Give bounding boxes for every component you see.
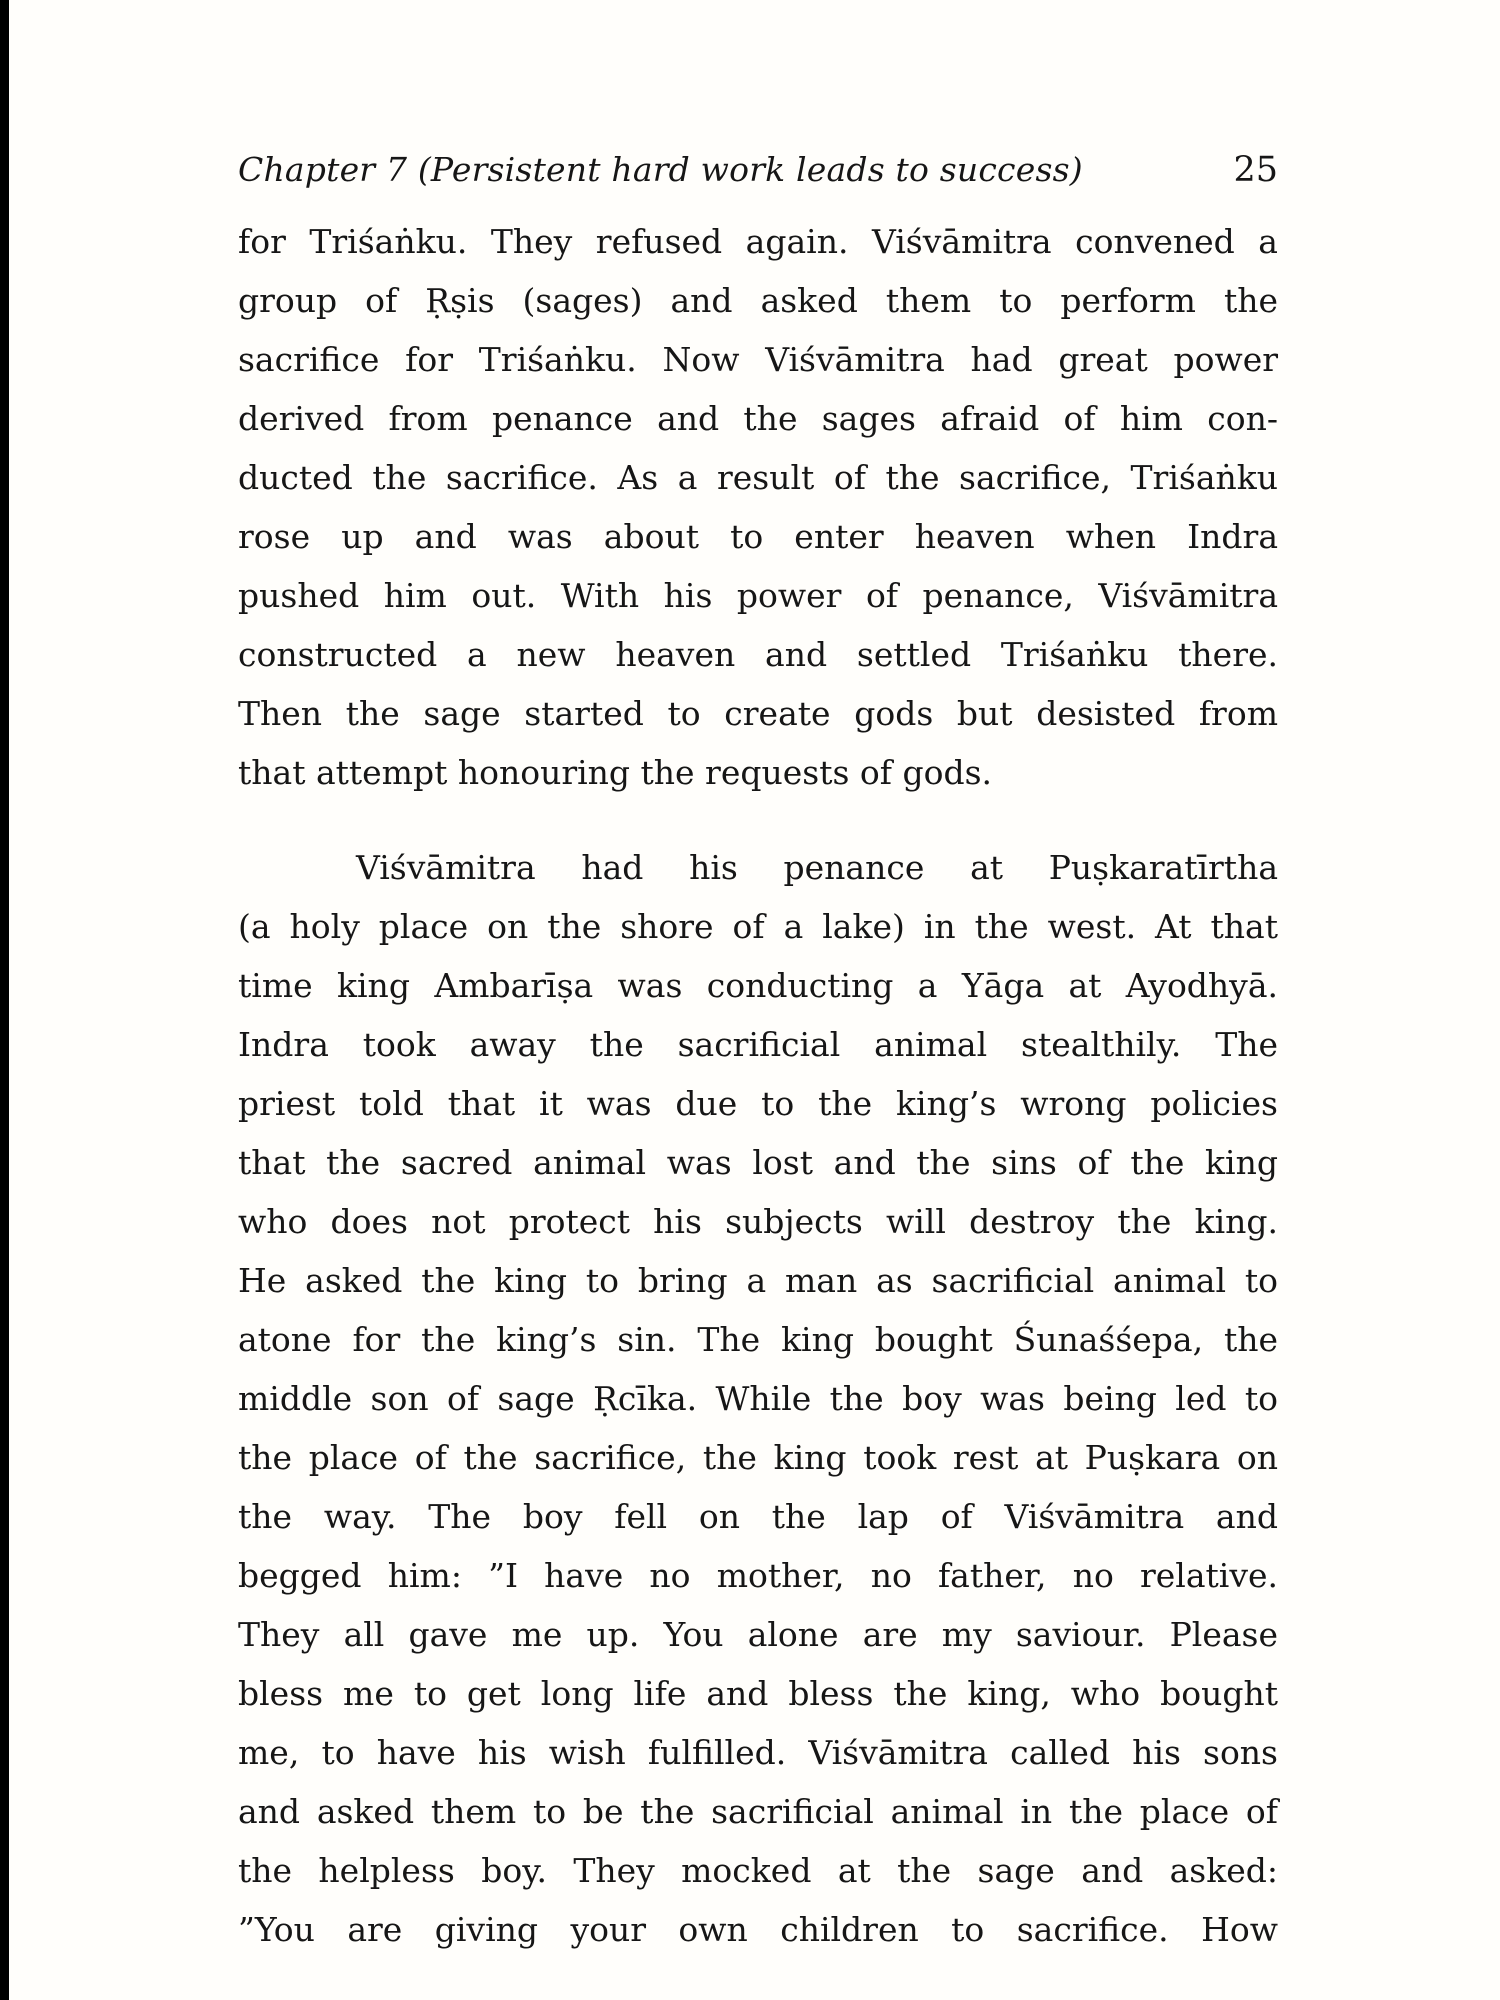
text-line: begged him: ”I have no mother, no father, no relative. [238, 1556, 1278, 1595]
chapter-title: Chapter 7 (Persistent hard work leads to success) [238, 150, 1083, 189]
text-line: derived from penance and the sages afraid of him con- [238, 399, 1278, 438]
text-line: Viśvāmitra had his penance at Puṣkaratīrtha [356, 848, 1278, 887]
text-line: constructed a new heaven and settled Triśaṅku there. [238, 635, 1278, 674]
text-line: He asked the king to bring a man as sacrificial animal to [238, 1261, 1278, 1300]
body-text [238, 212, 1278, 1959]
text-line: that attempt honouring the requests of gods. [238, 753, 993, 792]
text-line: for Triśaṅku. They refused again. Viśvāmitra convened a [238, 222, 1278, 261]
text-line: They all gave me up. You alone are my saviour. Please [238, 1615, 1278, 1654]
text-line: me, to have his wish fulfilled. Viśvāmitra called his sons [238, 1733, 1278, 1772]
text-line: and asked them to be the sacrificial animal in the place of [238, 1792, 1278, 1831]
text-line: rose up and was about to enter heaven when Indra [238, 517, 1278, 556]
scan-edge-artifact [0, 0, 9, 2000]
text-line: atone for the king’s sin. The king bought Śunaśśepa, the [238, 1320, 1278, 1359]
text-line: the place of the sacrifice, the king took rest at Puṣkara on [238, 1438, 1278, 1477]
text-line: bless me to get long life and bless the king, who bought [238, 1674, 1278, 1713]
text-line: middle son of sage Ṛcīka. While the boy was being led to [238, 1379, 1278, 1418]
text-line: the helpless boy. They mocked at the sage and asked: [238, 1851, 1278, 1890]
paragraph [238, 838, 1278, 1959]
page-number: 25 [1233, 150, 1278, 190]
text-line: time king Ambarīṣa was conducting a Yāga at Ayodhyā. [238, 966, 1278, 1005]
text-line: ”You are giving your own children to sacrifice. How [238, 1910, 1278, 1949]
text-line: the way. The boy fell on the lap of Viśvāmitra and [238, 1497, 1278, 1536]
text-line: who does not protect his subjects will destroy the king. [238, 1202, 1278, 1241]
text-line: that the sacred animal was lost and the sins of the king [238, 1143, 1278, 1182]
page-header [238, 150, 1278, 190]
text-line: Then the sage started to create gods but desisted from [238, 694, 1278, 733]
text-line: (a holy place on the shore of a lake) in the west. At that [238, 907, 1278, 946]
text-line: pushed him out. With his power of penance, Viśvāmitra [238, 576, 1278, 615]
text-line: group of Ṛṣis (sages) and asked them to perform the [238, 281, 1278, 320]
text-line: priest told that it was due to the king’s wrong policies [238, 1084, 1278, 1123]
text-line: Indra took away the sacrificial animal stealthily. The [238, 1025, 1278, 1064]
paragraph [238, 212, 1278, 802]
text-line: ducted the sacrifice. As a result of the sacrifice, Triśaṅku [238, 458, 1278, 497]
text-line: sacrifice for Triśaṅku. Now Viśvāmitra had great power [238, 340, 1278, 379]
